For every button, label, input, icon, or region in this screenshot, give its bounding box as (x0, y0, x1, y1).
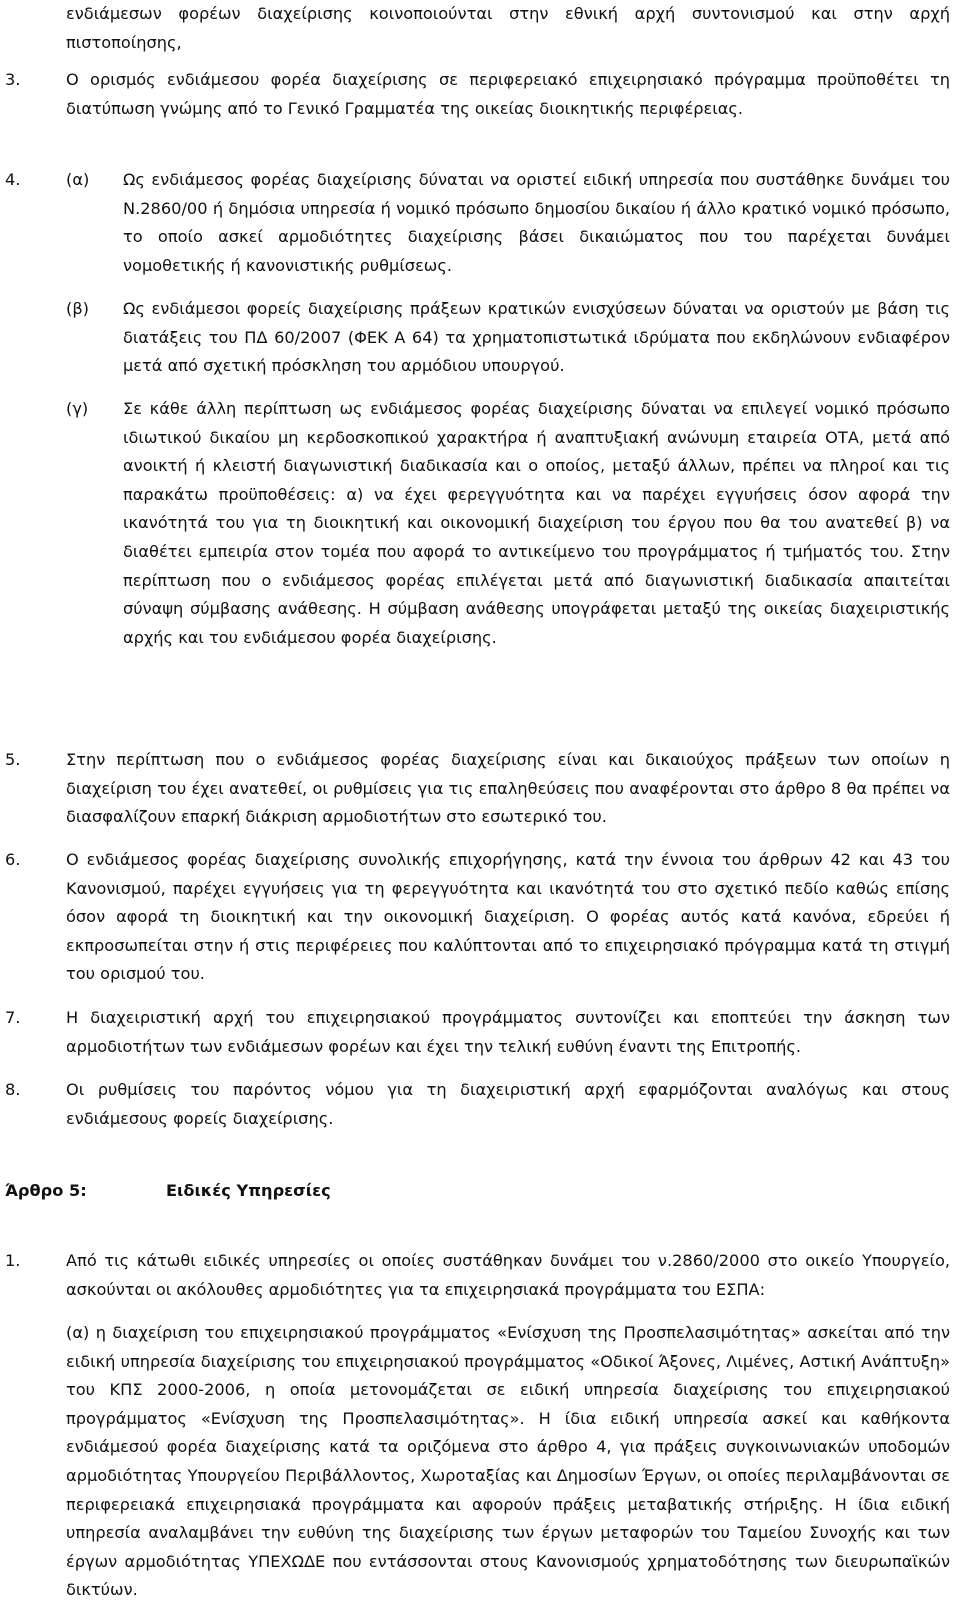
item-4a-text: Ως ενδιάμεσος φορέας διαχείρισης δύναται να οριστεί ειδική υπηρεσία που συστάθηκε δυνάμει του Ν.2860/00 ή δημόσια υπηρεσία ή νομικό πρόσωπο δημοσίου δικαίου ή άλλο κρατικό νομικό πρόσωπο, το οποίο ασκεί αρμοδιότητες διαχείρισης βάσει δικαιώματος που του παρέχεται δυνάμει νομοθετικής ή κανονιστικής ρυθμίσεως. (123, 170, 950, 275)
item-4-number: 4. (5, 170, 21, 189)
item-3-text: Ο ορισμός ενδιάμεσου φορέα διαχείρισης σε περιφερειακό επιχειρησιακό πρόγραμμα προϋποθέτει τη διατύπωση γνώμης από το Γενικό Γραμματέα της οικείας διοικητικής περιφέρειας. (66, 70, 950, 118)
article-title: Ειδικές Υπηρεσίες (166, 1181, 331, 1200)
item-7-number: 7. (5, 1008, 21, 1027)
item-4a-label: (α) (66, 170, 90, 189)
article-item-1-number: 1. (5, 1251, 21, 1270)
item-5-number: 5. (5, 750, 21, 769)
article-item-1a-text: (α) η διαχείριση του επιχειρησιακού προγράμματος «Ενίσχυση της Προσπελασιμότητας» ασκείται από την ειδική υπηρεσία διαχείρισης του επιχειρησιακού προγράμματος «Οδικοί Άξονες, Λιμένες, Αστική Ανάπτυξη» του ΚΠΣ 2000-2006, η οποία μετονομάζεται σε ειδική υπηρεσία διαχείρισης του επιχειρησιακού προγράμματος «Ενίσχυση της Προσπελασιμότητας». Η ίδια ειδική υπηρεσία ασκεί και καθήκοντα ενδιάμεσού φορέα διαχείρισης κατά τα οριζόμενα στο άρθρο 4, για πράξεις συγκοινωνιακών υποδομών αρμοδιότητας Υπουργείου Περιβάλλοντος, Χωροταξίας και Δημοσίων Έργων, οι οποίες περιλαμβάνονται σε περιφερειακά επιχειρησιακά προγράμματα και αφορούν πράξεις μεταβατικής στήριξης. Η ίδια ειδική υπηρεσία αναλαμβάνει την ευθύνη της διαχείρισης των έργων μεταφορών του Ταμείου Συνοχής και των έργων αρμοδιότητας ΥΠΕΧΩΔΕ που εντάσσονται στους Κανονισμούς χρηματοδότησης των διευρωπαϊκών δικτύων. (66, 1323, 950, 1600)
item-4b-label: (β) (66, 299, 89, 318)
item-7-text: Η διαχειριστική αρχή του επιχειρησιακού προγράμματος συντονίζει και εποπτεύει την άσκηση των αρμοδιοτήτων των ενδιάμεσων φορέων και έχει την τελική ευθύνη έναντι της Επιτροπής. (66, 1008, 950, 1056)
top-fragment: ενδιάμεσων φορέων διαχείρισης κοινοποιούνται στην εθνική αρχή συντονισμού και στην αρχή πιστοποίησης, (66, 4, 950, 52)
item-3-number: 3. (5, 70, 21, 89)
article-label: Άρθρο 5: (5, 1181, 87, 1200)
item-4c-label: (γ) (66, 399, 89, 418)
item-8-number: 8. (5, 1080, 21, 1099)
article-item-1-text: Από τις κάτωθι ειδικές υπηρεσίες οι οποίες συστάθηκαν δυνάμει του ν.2860/2000 στο οικείο Υπουργείο, ασκούνται οι ακόλουθες αρμοδιότητες για τα επιχειρησιακά προγράμματα του ΕΣΠΑ: (66, 1251, 950, 1299)
item-4c-text: Σε κάθε άλλη περίπτωση ως ενδιάμεσος φορέας διαχείρισης δύναται να επιλεγεί νομικό πρόσωπο ιδιωτικού δικαίου μη κερδοσκοπικού χαρακτήρα ή αναπτυξιακή ανώνυμη εταιρεία ΟΤΑ, μετά από ανοικτή ή κλειστή διαγωνιστική διαδικασία και ο οποίος, μεταξύ άλλων, πρέπει να πληροί και τις παρακάτω προϋποθέσεις: α) να έχει φερεγγυότητα και να παρέχει εγγυήσεις όσον αφορά την ικανότητά του για τη διοικητική και οικονομική διαχείριση του έργου που θα του ανατεθεί β) να διαθέτει εμπειρία στον τομέα που αφορά το αντικείμενο του προγράμματος ή τμήματός του. Στην περίπτωση που ο ενδιάμεσος φορέας επιλέγεται μετά από διαγωνιστική διαδικασία απαιτείται σύναψη σύμβασης ανάθεσης. Η σύμβαση ανάθεσης υπογράφεται μεταξύ της οικείας διαχειριστικής αρχής και του ενδιάμεσου φορέα διαχείρισης. (123, 399, 950, 647)
item-4b-text: Ως ενδιάμεσοι φορείς διαχείρισης πράξεων κρατικών ενισχύσεων δύναται να οριστούν με βάση τις διατάξεις του ΠΔ 60/2007 (ΦΕΚ Α 64) τα χρηματοπιστωτικά ιδρύματα που εκδηλώνουν ενδιαφέρον μετά από σχετική πρόσκληση του αρμόδιου υπουργού. (123, 299, 950, 376)
item-6-number: 6. (5, 850, 21, 869)
item-5-text: Στην περίπτωση που ο ενδιάμεσος φορέας διαχείρισης είναι και δικαιούχος πράξεων των οποίων η διαχείριση του έχει ανατεθεί, οι ρυθμίσεις για τις επαληθεύσεις που αναφέρονται στο άρθρο 8 θα πρέπει να διασφαλίζουν επαρκή διάκριση αρμοδιοτήτων στο εσωτερικό του. (66, 750, 950, 827)
item-8-text: Οι ρυθμίσεις του παρόντος νόμου για τη διαχειριστική αρχή εφαρμόζονται αναλόγως και στους ενδιάμεσους φορείς διαχείρισης. (66, 1080, 950, 1128)
item-6-text: Ο ενδιάμεσος φορέας διαχείρισης συνολικής επιχορήγησης, κατά την έννοια του άρθρων 42 και 43 του Κανονισμού, παρέχει εγγυήσεις για τη φερεγγυότητα και ικανότητά του στο σχετικό πεδίο καθώς επίσης όσον αφορά τη διοικητική και την οικονομική διαχείριση. Ο φορέας αυτός κατά κανόνα, εδρεύει ή εκπροσωπείται στην ή στις περιφέρειες που καλύπτονται από το επιχειρησιακό πρόγραμμα κατά τη στιγμή του ορισμού του. (66, 850, 950, 984)
